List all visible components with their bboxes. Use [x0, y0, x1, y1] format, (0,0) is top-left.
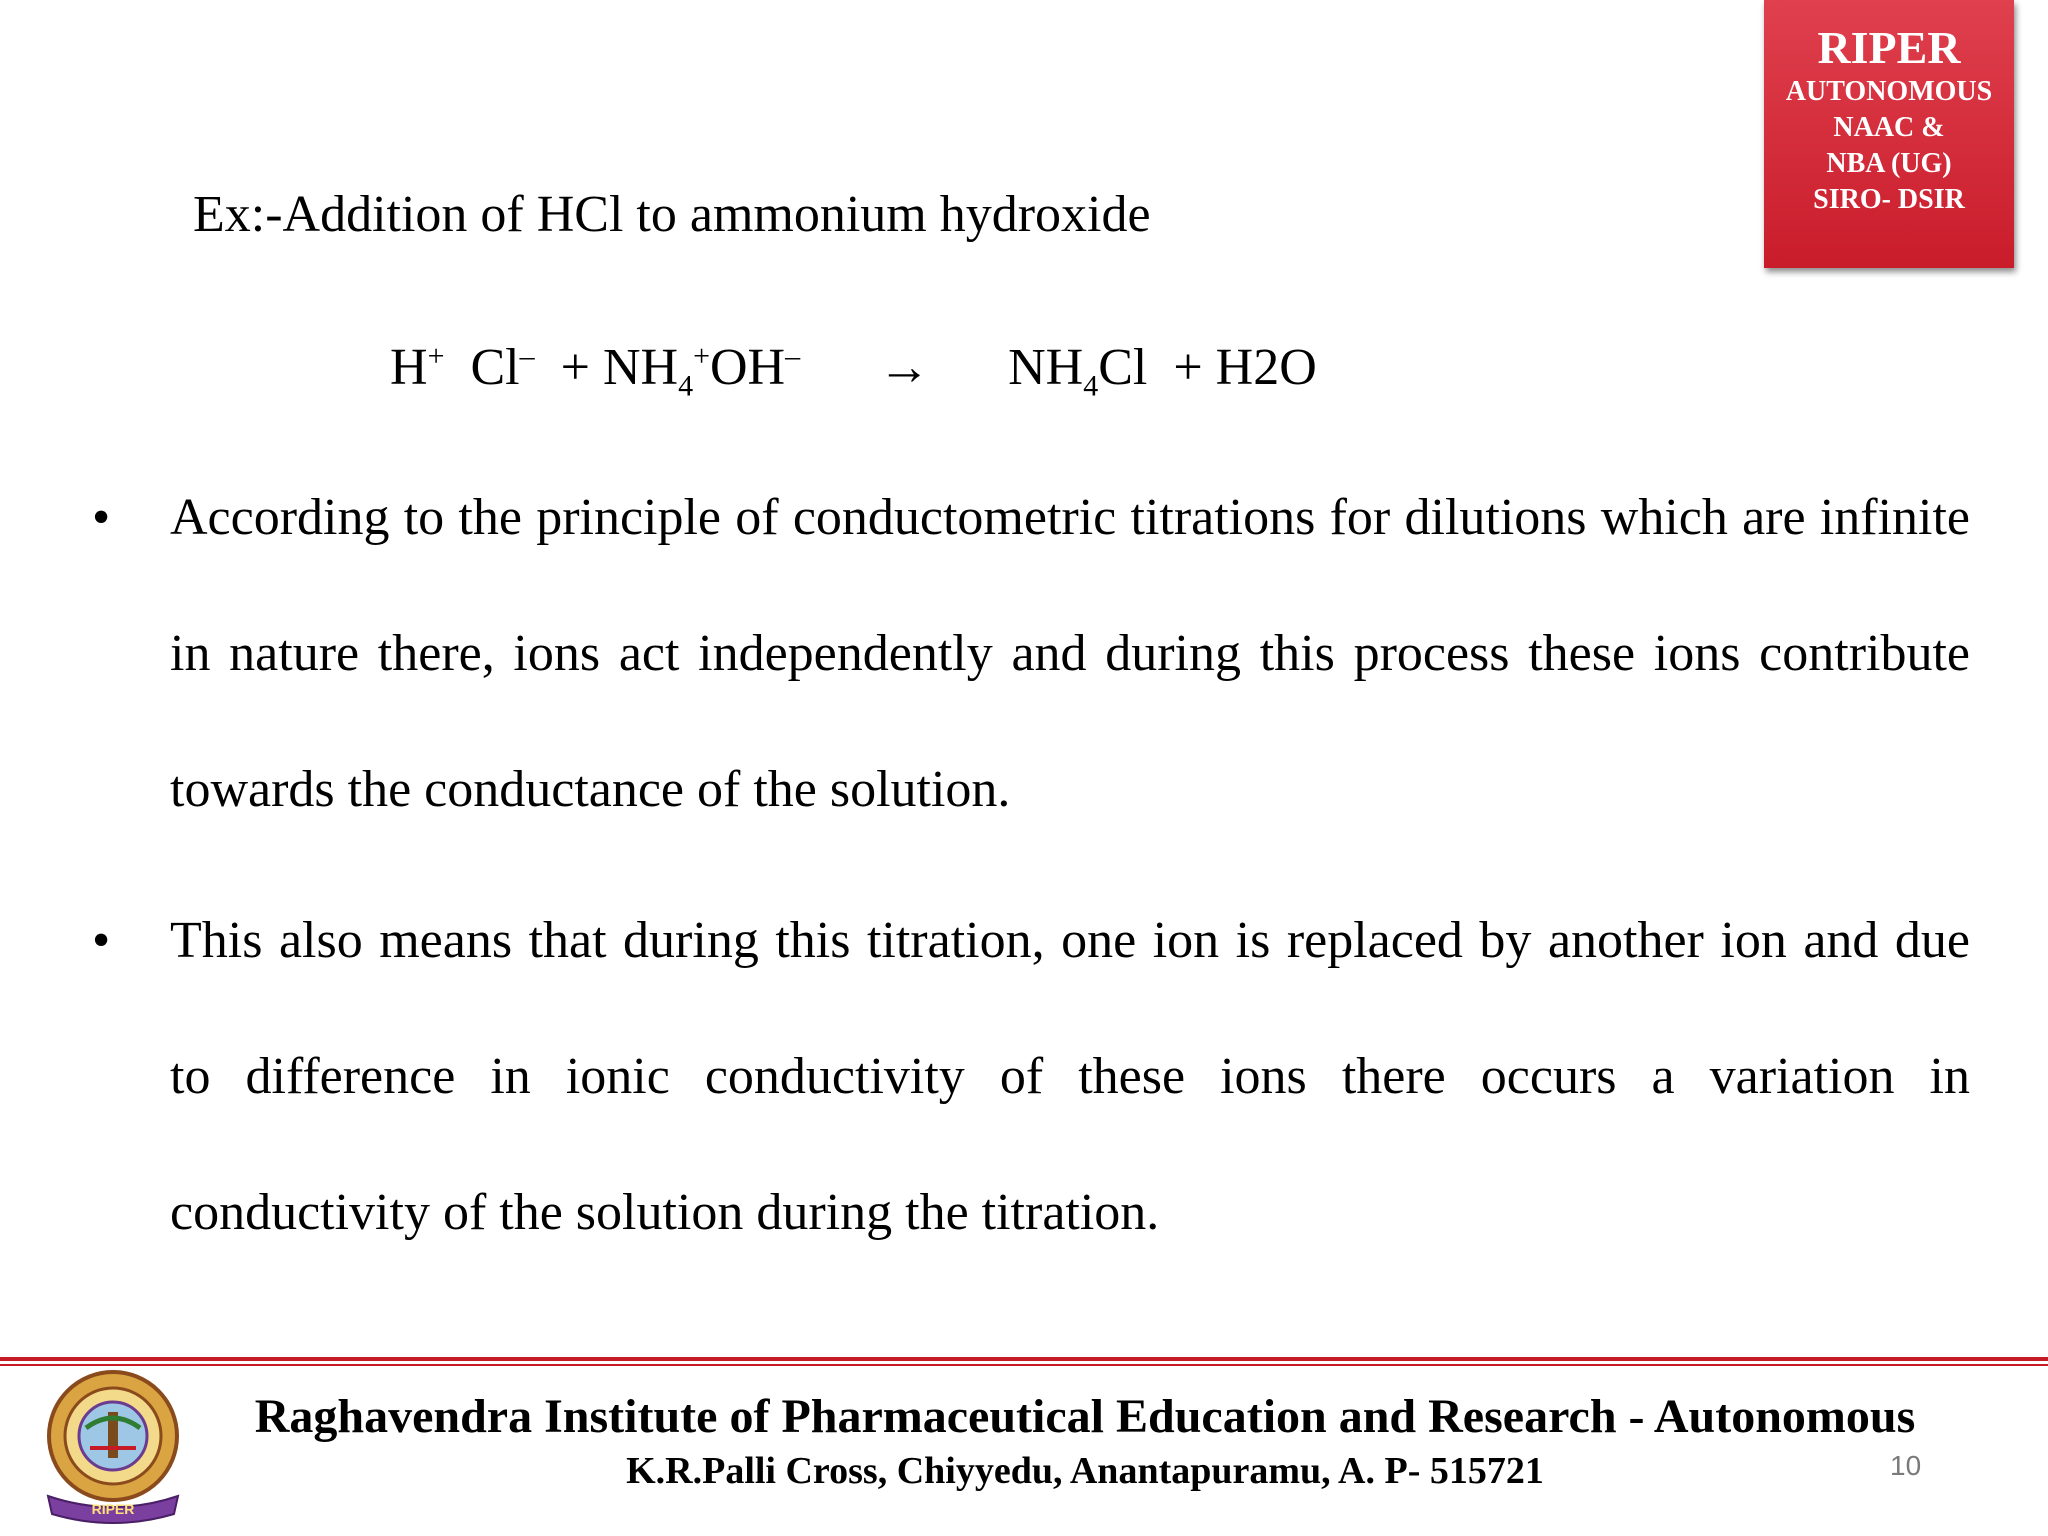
page-number: 10 [1890, 1450, 1922, 1481]
bullet-marker: • [92, 489, 111, 546]
eq-hydrogen: H [390, 339, 428, 396]
eq-product-cl: Cl [1098, 339, 1148, 396]
bullet-text: According to the principle of conductometric titrations for dilutions which are infinite in nature there, ions act independently and during this process these ions contribute towards the conductance of the solution. [170, 489, 1970, 818]
eq-product-nh4: NH [1008, 339, 1084, 396]
institute-name: Raghavendra Institute of Pharmaceutical Education and Research - Autonomous [254, 1390, 1916, 1443]
eq-ammonium: + NH [560, 339, 679, 396]
badge-line-nba: NBA (UG) [1826, 148, 1952, 179]
eq-ammonium-charge: + [693, 339, 710, 373]
institute-logo [38, 1368, 188, 1528]
footer-divider [0, 1357, 2048, 1361]
accreditation-badge [1764, 0, 2014, 268]
footer-divider-thin [0, 1364, 2048, 1366]
eq-arrow: → [878, 339, 931, 396]
eq-hydroxide: OH [709, 339, 786, 396]
badge-line-siro: SIRO- DSIR [1813, 184, 1965, 215]
eq-chloride-charge: – [519, 339, 535, 373]
badge-line-naac: NAAC & [1833, 112, 1945, 143]
bullet-text: This also means that during this titration, one ion is replaced by another ion and due to difference in ionic conductivity of these ions there occurs a variation in conductivity of the solution during the titration. [170, 912, 1970, 1241]
chemical-equation [390, 338, 1317, 403]
eq-hydrogen-charge: + [427, 339, 445, 373]
example-heading: Ex:-Addition of HCl to ammonium hydroxide [193, 186, 1151, 243]
badge-line-autonomous: AUTONOMOUS [1785, 76, 1993, 107]
eq-product-water: + H2O [1173, 339, 1317, 396]
institute-address: K.R.Palli Cross, Chiyyedu, Anantapuramu, A. P- 515721 [626, 1450, 1544, 1492]
badge-title: RIPER [1817, 22, 1961, 73]
logo-text: RIPER [91, 1501, 135, 1517]
eq-product-subscript: 4 [1083, 369, 1099, 403]
eq-hydroxide-charge: – [785, 339, 801, 373]
bullet-marker: • [92, 912, 111, 969]
eq-chloride: Cl [470, 339, 520, 396]
eq-ammonium-subscript: 4 [678, 369, 694, 403]
